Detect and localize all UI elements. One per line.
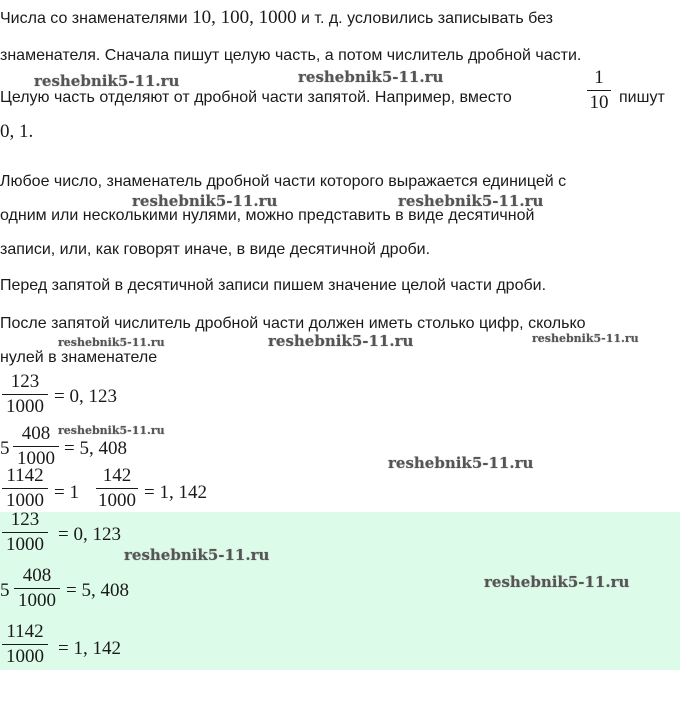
fraction-bar [2,644,48,645]
watermark: reshebnik5-11.ru [532,332,639,345]
fraction-numerator: 1142 [6,621,44,642]
watermark: reshebnik5-11.ru [484,573,630,591]
fraction-denominator: 1000 [17,448,55,469]
fraction-numerator: 123 [10,509,40,530]
fraction-numerator: 408 [21,423,51,444]
watermark: reshebnik5-11.ru [298,68,444,86]
equation-rhs: = 5, 408 [66,580,129,601]
watermark: reshebnik5-11.ru [124,546,270,564]
paragraph-line [0,46,581,66]
paragraph-line: записи, или, как говорят иначе, в виде десятичной дроби. [0,241,431,258]
text: Целую часть отделяют от дробной части запятой. Например, вместо [0,89,512,106]
fraction-numerator: 1 [594,67,604,88]
fraction-numerator: 1142 [6,465,44,486]
fraction-bar [2,488,48,489]
fraction-numerator: 123 [10,371,40,392]
text: пишут [619,89,665,106]
equation-rhs: = 5, 408 [64,438,127,459]
fraction-bar [96,488,138,489]
fraction-bar [14,588,60,589]
fraction [2,622,48,667]
equation-rhs: = 0, 123 [58,524,121,545]
text: и т. д. условились записывать без [296,10,553,27]
paragraph-line: Перед запятой в десятичной записи пишем значение целой части дроби. [0,277,547,294]
fraction [14,566,60,611]
paragraph-line [0,8,553,29]
watermark: reshebnik5-11.ru [58,336,165,349]
paragraph-line [619,88,665,108]
fraction-denominator: 1000 [6,534,44,555]
text: Числа со знаменателями [0,10,193,27]
text: знаменателя. Сначала пишут целую часть, а потом числитель дробной части. [0,47,582,64]
fraction [2,466,48,511]
fraction-bar [13,446,59,447]
math-inline: 10, 100, 1000 [192,7,297,28]
fraction-bar [2,394,48,395]
fraction-denominator: 1000 [6,396,44,417]
watermark: reshebnik5-11.ru [132,192,278,210]
whole-part: 5 [0,580,10,601]
fraction-denominator: 1000 [98,490,136,511]
fraction [587,68,611,113]
fraction-numerator: 408 [22,565,52,586]
fraction-denominator: 1000 [18,590,56,611]
fraction-bar [2,532,48,533]
paragraph-line: одним или несколькими нулями, можно представить в виде десятичной [0,207,535,224]
equation-rhs: = 1, 142 [144,482,207,503]
watermark: reshebnik5-11.ru [398,192,544,210]
paragraph-line: После запятой числитель дробной части должен иметь столько цифр, сколько [0,315,586,332]
fraction [96,466,138,511]
watermark: reshebnik5-11.ru [58,424,165,437]
fraction-denominator: 1000 [6,490,44,511]
watermark: reshebnik5-11.ru [388,454,534,472]
math-line: 0, 1. [0,121,34,142]
fraction-denominator: 10 [589,92,609,113]
equation-rhs: = 0, 123 [54,386,117,407]
fraction-numerator: 142 [102,465,132,486]
paragraph-line: нулей в знаменателе [0,349,158,366]
fraction [2,372,48,417]
whole-part: 5 [0,438,10,459]
equation-mid: = 1 [54,482,79,503]
equation-rhs: = 1, 142 [58,638,121,659]
fraction-denominator: 1000 [6,646,44,667]
watermark: reshebnik5-11.ru [34,72,180,90]
fraction [13,424,59,469]
fraction [2,510,48,555]
paragraph-line [0,88,512,108]
watermark: reshebnik5-11.ru [268,332,414,350]
paragraph-line: Любое число, знаменатель дробной части которого выражается единицей с [0,173,567,190]
fraction-bar [587,90,611,91]
